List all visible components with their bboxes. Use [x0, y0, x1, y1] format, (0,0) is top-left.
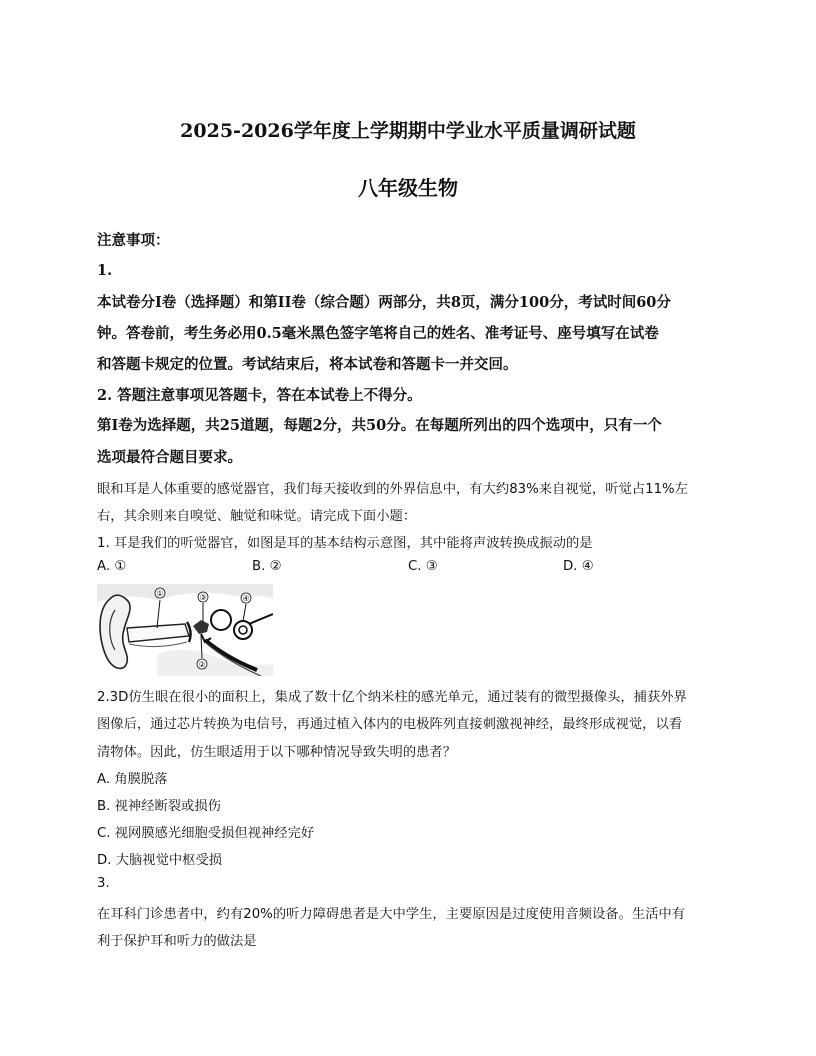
- q1-option-d: D. ④: [563, 559, 594, 574]
- question-2-stem-line: 图像后，通过芯片转换为电信号，再通过植入体内的电极阵列直接刺激视神经，最终形成视觉，以看: [97, 717, 683, 732]
- q1-option-b: B. ②: [252, 559, 282, 574]
- question-3-number: 3.: [97, 876, 110, 891]
- question-3-stem-line: 在耳科门诊患者中，约有20%的听力障碍患者是大中学生，主要原因是过度使用音频设备。生活中有: [97, 907, 686, 922]
- section-instruction-line: 选项最符合题目要求。: [97, 449, 242, 466]
- section-instruction-line: 第I卷为选择题，共25道题，每题2分，共50分。在每题所列出的四个选项中，只有一个: [97, 417, 662, 434]
- q2-option-b: B. 视神经断裂或损伤: [97, 799, 221, 814]
- figure-label-2: ②: [198, 660, 206, 669]
- ear-structure-diagram: [97, 584, 273, 676]
- exam-subtitle: 八年级生物: [358, 176, 458, 200]
- q1-option-c: C. ③: [408, 559, 438, 574]
- q1-option-a: A. ①: [97, 559, 127, 574]
- figure-label-4: ④: [242, 594, 250, 603]
- figure-label-1: ①: [156, 589, 164, 598]
- exam-title: 2025-2026学年度上学期期中学业水平质量调研试题: [180, 120, 636, 142]
- q2-option-d: D. 大脑视觉中枢受损: [97, 853, 223, 868]
- q2-option-a: A. 角膜脱落: [97, 772, 168, 787]
- question-3-stem-line: 利于保护耳和听力的做法是: [97, 934, 257, 949]
- intro-line: 眼和耳是人体重要的感觉器官，我们每天接收到的外界信息中，有大约83%来自视觉，听觉占11%左: [97, 482, 688, 497]
- notice-item1-line: 钟。答卷前，考生务必用0.5毫米黑色签字笔将自己的姓名、准考证号、座号填写在试卷: [97, 325, 659, 342]
- figure-label-3: ③: [199, 593, 207, 602]
- notice-item1-number: 1.: [97, 262, 113, 279]
- notice-item1-line: 和答题卡规定的位置。考试结束后，将本试卷和答题卡一并交回。: [97, 356, 518, 373]
- question-2-stem-line: 清物体。因此，仿生眼适用于以下哪种情况导致失明的患者？: [97, 745, 457, 760]
- notice-item2: 2. 答题注意事项见答题卡，答在本试卷上不得分。: [97, 387, 422, 404]
- notice-item1-line: 本试卷分I卷（选择题）和第II卷（综合题）两部分，共8页，满分100分，考试时间60分: [97, 294, 671, 311]
- notice-heading: 注意事项：: [97, 232, 170, 249]
- intro-line: 右，其余则来自嗅觉、触觉和味觉。请完成下面小题：: [97, 509, 417, 524]
- question-2-stem-line: 2.3D仿生眼在很小的面积上，集成了数十亿个纳米柱的感光单元，通过装有的微型摄像头，捕获外界: [97, 690, 687, 705]
- q2-option-c: C. 视网膜感光细胞受损但视神经完好: [97, 826, 315, 841]
- question-1-stem: 1. 耳是我们的听觉器官，如图是耳的基本结构示意图，其中能将声波转换成振动的是: [97, 536, 593, 551]
